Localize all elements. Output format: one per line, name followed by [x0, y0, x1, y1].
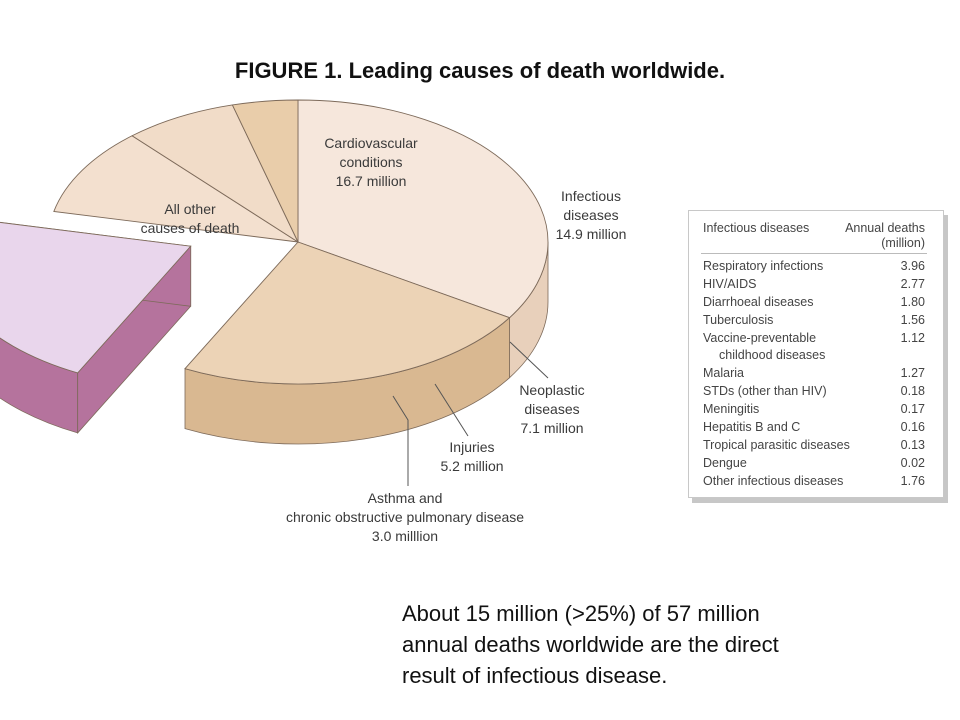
- pie-slice-asthma-and-chronic-obstructive-pulmonary-disease-label-line: 3.0 milllion: [371, 528, 439, 544]
- table-row-name-line1: Tropical parasitic diseases: [703, 437, 850, 452]
- table-row: [703, 258, 925, 276]
- table-row-name-line1: Meningitis: [703, 402, 760, 417]
- pie-slice-injuries-label-line: Injuries: [449, 439, 495, 455]
- table-row-name: [703, 383, 827, 401]
- table-row-value: 0.16: [900, 420, 925, 435]
- table-row-name: [703, 401, 759, 419]
- pie-slice-cardiovascular-conditions-label-line: conditions: [339, 154, 403, 170]
- table-row-value: 0.18: [900, 384, 925, 399]
- table-row-value: 1.76: [900, 473, 925, 488]
- pie-slice-neoplastic-diseases-label-line: Neoplastic: [519, 382, 585, 398]
- pie-slice-infectious-diseases-label-line: Infectious: [561, 188, 621, 204]
- table-header-right: [845, 221, 925, 251]
- table-row-name-line1: Respiratory infections: [703, 259, 824, 273]
- table-row-name: [703, 294, 813, 312]
- table-row-value: 0.02: [900, 455, 925, 470]
- table-header-right-line2: (million): [881, 236, 925, 250]
- table-row-value: 2.77: [900, 276, 925, 291]
- table-row-name-line1: Tuberculosis: [703, 312, 774, 327]
- table-row: [703, 276, 925, 294]
- infectious-diseases-table: [688, 210, 944, 498]
- table-row-name-line1: Vaccine-preventable: [703, 330, 817, 345]
- pie-slice-neoplastic-diseases-label: [519, 382, 584, 436]
- pie-slice-all-other-causes-of-death-label-line: All other: [164, 201, 216, 217]
- caption: [402, 598, 942, 691]
- table-row-name-line1: STDs (other than HIV): [703, 384, 827, 399]
- pie-slice-infectious-diseases-label-line: diseases: [563, 207, 619, 223]
- pie-slice-asthma-and-chronic-obstructive-pulmonary-disease-label-line: Asthma and: [367, 490, 443, 506]
- table-row: [703, 437, 925, 455]
- pie-slice-all-other-causes-of-death-label-line: causes of death: [140, 220, 240, 236]
- caption-line-1: About 15 million (>25%) of 57 million: [402, 601, 760, 626]
- table-row-name: [703, 365, 744, 383]
- caption-line-3: result of infectious disease.: [402, 663, 668, 688]
- table-row-value: 0.13: [900, 437, 925, 452]
- table-row-name: [703, 437, 850, 455]
- pie-slice-infectious-diseases-label-line: 14.9 million: [555, 226, 627, 242]
- table-row-value: 3.96: [900, 259, 925, 273]
- table-row-name: [703, 455, 747, 473]
- table-row-name: [703, 419, 800, 437]
- table-row: [703, 473, 925, 491]
- table-row-name: [703, 258, 823, 276]
- pie-slice-cardiovascular-conditions-label-line: 16.7 million: [335, 173, 407, 189]
- table-row-name: [703, 312, 773, 330]
- table-row-name-line1: HIV/AIDS: [703, 276, 757, 291]
- pie-slice-asthma-and-chronic-obstructive-pulmonary-disease-label: [286, 490, 524, 544]
- table-row-value: 0.17: [900, 402, 925, 417]
- table-row-value: 1.56: [900, 312, 925, 327]
- table-row-value: 1.12: [900, 330, 925, 345]
- pie-slice-neoplastic-diseases-label-line: diseases: [524, 401, 580, 417]
- table-row-name: [703, 330, 825, 366]
- pie-slice-infectious-diseases-label: [556, 188, 627, 242]
- table-row-name-line1: Hepatitis B and C: [703, 420, 801, 435]
- table-row: [703, 294, 925, 312]
- table-row-name-line1: Dengue: [703, 455, 747, 470]
- table-row-value: 1.27: [900, 366, 925, 381]
- table-row: [703, 419, 925, 437]
- table-row: [703, 365, 925, 383]
- table-divider: [701, 253, 927, 254]
- pie-slice-asthma-and-chronic-obstructive-pulmonary-disease-label-line: chronic obstructive pulmonary disease: [285, 509, 525, 525]
- table-row-name-line2: childhood diseases: [719, 348, 826, 363]
- table-row-name: [703, 473, 843, 491]
- pie-slice-injuries-label-line: 5.2 million: [440, 458, 504, 474]
- table-body: [703, 258, 925, 491]
- table-header-left: Infectious diseases: [703, 221, 810, 235]
- table-row-name-line1: Other infectious diseases: [703, 473, 844, 488]
- table-row-name: [703, 276, 757, 294]
- table-row-name-line1: Malaria: [703, 366, 744, 381]
- table-row-value: 1.80: [900, 294, 925, 309]
- table-row-name-line1: Diarrhoeal diseases: [703, 294, 814, 309]
- pie-slice-cardiovascular-conditions-label-line: Cardiovascular: [324, 135, 418, 151]
- caption-line-2: annual deaths worldwide are the direct: [402, 632, 779, 657]
- pie-slice-injuries-label: [440, 439, 503, 474]
- pie-slice-neoplastic-diseases-label-line: 7.1 million: [520, 420, 584, 436]
- figure-title: FIGURE 1. Leading causes of death worldwide.: [234, 58, 726, 83]
- table-row: [703, 401, 925, 419]
- table-row: [703, 383, 925, 401]
- table-row: [703, 330, 925, 366]
- table-row: [703, 455, 925, 473]
- table-header-right-line1: Annual deaths: [845, 221, 925, 235]
- table-row: [703, 312, 925, 330]
